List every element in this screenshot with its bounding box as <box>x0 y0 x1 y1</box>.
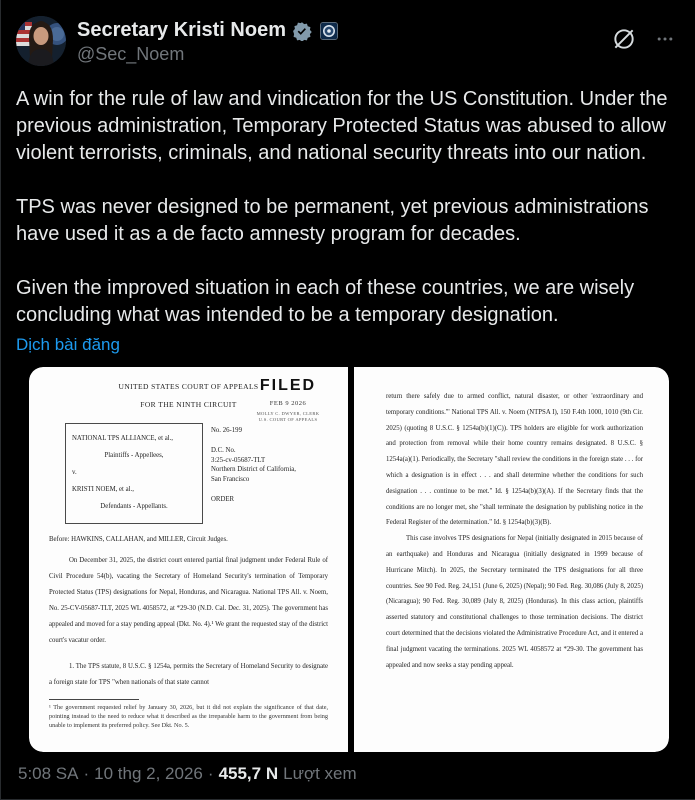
order-paragraph-1: On December 31, 2025, the district court entered partial final judgment under Federal Rule of Civil Procedure 54(b), vacating the Secretary of Homeland Security's termination of Temporary Protected Status (TPS) designations for Nepal, Honduras, and Nicaragua. National TPS All. v. Noem, No. 25-CV-05687-TLT, 2025 WL 4058572, at *29-30 (N.D. Cal. Dec. 31, 2025). The government has appealed and moved for a stay pending appeal (Dkt. No. 4).¹ We grant the requested stay of the district court's vacatur order. <box>49 557 329 644</box>
footer-separator: · <box>207 764 214 783</box>
circuit-name: FOR THE NINTH CIRCUIT <box>140 400 237 409</box>
footer-separator: · <box>83 764 90 783</box>
attached-document-image[interactable] <box>29 367 669 752</box>
tweet-paragraph-3: Given the improved situation in each of these countries, we are wisely concluding what was intended to be a temporary designation. <box>16 277 635 326</box>
footnote-text: ¹ The government requested relief by January 30, 2026, but it did not explain the significance of that date, pointing instead to the need to reduce what it described as the irreparable harm to the government from being unable to implement its preferred policy. See Dkt. No. 5. <box>49 704 328 729</box>
translate-post-link[interactable]: Dịch bài đăng <box>16 335 120 354</box>
tweet-paragraph-2: TPS was never designed to be permanent, yet previous administrations have used it as a de facto amnesty program for decades. <box>16 196 649 245</box>
order-page2-paragraph-2: This case involves TPS designations for Nepal (initially designated in 2015 because of an earthquake) and Honduras and Nicaragua (initially designated in 1999 because of Hurricane Mitch). In 2025, the Secretary terminated the TPS designations for all three countries. See 90 Fed. Reg. 24,151 (June 6, 2025) (Nepal); 90 Fed. Reg. 30,086 (July 8, 2025) (Nicaragua); 90 Fed. Reg. 30,089 (July 8, 2025) (Honduras). In this class action, plaintiffs asserted statutory and constitutional challenges to those termination decisions. The district court determined that the decisions violated the Administrative Procedure Act, and it entered a final judgment vacating the terminations. 2025 WL 4058572 at *29-30. The government has appealed and now seeks a stay pending appeal. <box>386 535 643 669</box>
display-name[interactable]: Secretary Kristi Noem <box>77 19 286 41</box>
court-order-page-2 <box>354 367 669 752</box>
verified-government-icon <box>292 21 312 41</box>
case-caption <box>65 423 348 524</box>
tweet-header <box>16 16 681 66</box>
more-ellipsis-icon <box>655 29 675 49</box>
filed-stamp-word: FILED <box>259 377 317 394</box>
tweet-footer <box>18 764 681 784</box>
footnote-divider <box>49 699 139 700</box>
grok-actions-button[interactable] <box>611 26 637 52</box>
filed-date: FEB 9 2026 <box>269 400 307 407</box>
defendant-role: Defendants - Appellants. <box>100 503 168 510</box>
defendant-name: KRISTI NOEM, et al., <box>72 486 134 493</box>
order-paragraph-2: 1. The TPS statute, 8 U.S.C. § 1254a, permits the Secretary of Homeland Security to designate a foreign state for TPS "when nationals of that state cannot <box>49 663 328 686</box>
plaintiff-role: Plaintiffs - Appellees, <box>104 452 164 459</box>
case-info-column <box>211 423 331 524</box>
district: Northern District of California, <box>211 466 296 473</box>
dc-number: 3:25-cv-05687-TLT <box>211 456 266 464</box>
avatar-image <box>16 16 66 66</box>
case-number: No. 26-199 <box>211 427 242 434</box>
affiliate-dhs-badge-icon[interactable] <box>320 22 338 40</box>
order-page2-paragraph-1: return there safely due to armed conflict, natural disaster, or other 'extraordinary and temporary conditions.'" National TPS All. v. Noem (NTPSA I), 150 F.4th 1000, 1010 (9th Cir. 2025) (quoting 8 U.S.C. § 1254a(b)(1)(C)). TPS holders are eligible for work authorization and protection from removal while their home country remains designated. 8 U.S.C. § 1254a(a)(1). Periodically, the Secretary "shall review the conditions in the foreign state . . . for which a designation is in effect . . . and shall determine whether the conditions for such designation . . . continue to be met." Id. § 1254a(b)(3)(A). If the Secretary finds that the conditions are no longer met, she "shall terminate the designation by publishing notice in the Federal Register of the determination." Id. § 1254a(b)(3)(B). <box>386 393 643 527</box>
filed-stamp <box>242 377 334 423</box>
dc-label: D.C. No. <box>211 447 236 454</box>
court-order-page-1 <box>29 367 348 752</box>
versus: v. <box>72 469 77 476</box>
avatar[interactable] <box>16 16 66 66</box>
filed-clerk-court: U.S. COURT OF APPEALS <box>258 417 318 422</box>
timestamp-date[interactable]: 10 thg 2, 2026 <box>94 764 203 783</box>
timestamp-time[interactable]: 5:08 SA <box>18 764 79 783</box>
district-city: San Francisco <box>211 475 250 483</box>
court-name: UNITED STATES COURT OF APPEALS <box>118 382 259 391</box>
plaintiff-name: NATIONAL TPS ALLIANCE, et al., <box>72 435 174 442</box>
views-label: Lượt xem <box>283 764 357 783</box>
order-label: ORDER <box>211 496 235 503</box>
more-menu-button[interactable] <box>655 29 675 49</box>
user-handle[interactable]: @Sec_Noem <box>77 44 185 64</box>
panel-judges-line: Before: HAWKINS, CALLAHAN, and MILLER, Circuit Judges. <box>49 536 228 543</box>
grok-icon <box>611 26 637 52</box>
tweet-paragraph-1: A win for the rule of law and vindication for the US Constitution. Under the previous administration, Temporary Protected Status was abused to allow violent terrorists, criminals, and national security threats into our nation. <box>16 88 668 164</box>
tweet-text <box>16 86 681 329</box>
caption-box <box>65 423 203 524</box>
identity-block <box>77 16 611 65</box>
views-count: 455,7 N <box>218 764 279 783</box>
header-actions <box>611 16 681 52</box>
filed-clerk-name: MOLLY C. DWYER, CLERK <box>256 411 320 416</box>
